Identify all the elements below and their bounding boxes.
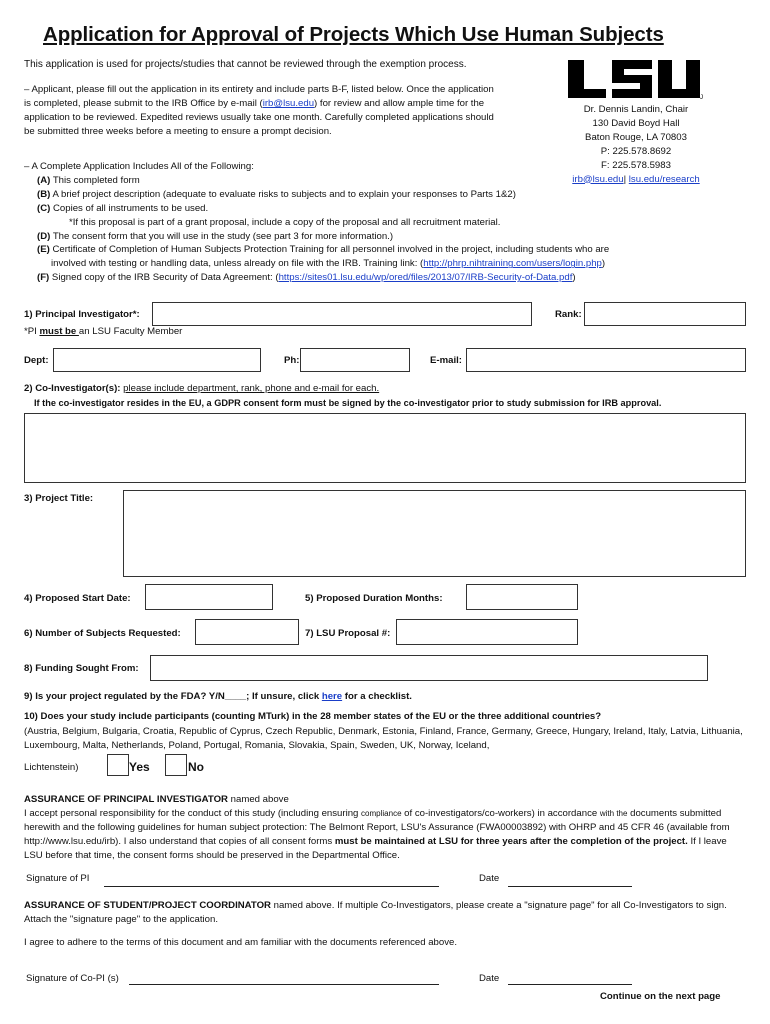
email-label: E-mail: <box>430 355 462 366</box>
assurance-pi-text: I accept personal responsibility for the conduct of this study (including ensuring compliance of co-investigators/co-workers) in accordance with the documents submitted herewith and the following guidelines for human subject protection: The Belmont Report, LSU's Assurance (FWA00003892) with OHRP and 45 CFR 46 (available from http://www.lsu.edu/irb). I also understand that copies of all consent forms must be maintained at LSU for three years after the completion of the project. If I leave LSU before that time, the consent forms should be preserved in the Departmental Office. <box>24 808 730 861</box>
requirement-e-cont: involved with testing or handling data, unless already on file with the IRB. Training link: (http://phrp.nihtraining.com/users/login.php) <box>51 258 606 270</box>
project-title-label: 3) Project Title: <box>24 493 94 504</box>
copi-signature-label: Signature of Co-PI (s) <box>26 973 119 984</box>
eu-countries: (Austria, Belgium, Bulgaria, Croatia, Republic of Cyprus, Czech Republic, Denmark, Estonia, Finland, France, Germany, Greece, Hungary, Ireland, Italy, Latvia, Lithuania, Luxembourg, Malta, Netherlands, Poland, Portugal, Romania, Slovakia, Spain, Sweden, UK, Norway, Iceland, <box>24 726 743 751</box>
eu-countries-last: Lichtenstein) <box>24 762 79 773</box>
assurance-pi-heading: ASSURANCE OF PRINCIPAL INVESTIGATOR named above <box>24 794 289 805</box>
copi-signature-line[interactable] <box>129 984 439 985</box>
proposal-input[interactable] <box>396 619 578 645</box>
contact-address1: 130 David Boyd Hall <box>592 117 680 129</box>
eu-yes-checkbox[interactable] <box>107 754 129 776</box>
lsu-logo <box>566 58 704 100</box>
intro-text: This application is used for projects/studies that cannot be reviewed through the exemption process. <box>24 59 467 70</box>
copi-date-line[interactable] <box>508 984 632 985</box>
rank-label: Rank: <box>555 309 582 320</box>
requirement-c-note: *If this proposal is part of a grant proposal, include a copy of the proposal and all recruitment material. <box>69 216 501 228</box>
pi-signature-label: Signature of PI <box>26 873 90 884</box>
proposal-label: 7) LSU Proposal #: <box>305 628 391 639</box>
contact-email-link[interactable]: irb@lsu.edu <box>572 173 624 185</box>
contact-phone: P: 225.578.8692 <box>600 145 672 157</box>
eu-no-label: No <box>188 760 204 774</box>
requirements-list <box>24 160 724 285</box>
start-date-label: 4) Proposed Start Date: <box>24 593 131 604</box>
assurance-student-text: ASSURANCE OF STUDENT/PROJECT COORDINATOR named above. If multiple Co-Investigators, please create a "signature page" for all Co-Investigators to sign. Attach the "signature page" to the application. <box>24 900 727 925</box>
subjects-label: 6) Number of Subjects Requested: <box>24 628 181 639</box>
logo-mark: J <box>700 95 703 100</box>
contact-address2: Baton Rouge, LA 70803 <box>585 131 687 143</box>
coinv-textarea[interactable] <box>24 413 746 483</box>
ph-label: Ph: <box>284 355 300 366</box>
requirement-e: (E) Certificate of Completion of Human Subjects Protection Training for all personnel involved in the project, including students who are <box>37 244 610 256</box>
funding-input[interactable] <box>150 655 708 681</box>
start-date-input[interactable] <box>145 584 273 610</box>
eu-no-checkbox[interactable] <box>165 754 187 776</box>
email-input[interactable] <box>466 348 746 372</box>
duration-input[interactable] <box>466 584 578 610</box>
requirements-heading: – A Complete Application Includes All of the Following: <box>24 161 254 172</box>
pi-date-label: Date <box>479 873 500 884</box>
project-title-input[interactable] <box>123 490 746 577</box>
page-title: Application for Approval of Projects Which Use Human Subjects <box>43 23 664 46</box>
contact-separator: | <box>623 173 627 185</box>
fda-checklist-link[interactable]: here <box>321 691 343 702</box>
agree-text: I agree to adhere to the terms of this document and am familiar with the documents referenced above. <box>24 937 458 948</box>
copi-date-label: Date <box>479 973 500 984</box>
eu-yes-label: Yes <box>129 760 150 774</box>
funding-label: 8) Funding Sought From: <box>24 663 139 674</box>
pi-signature-line[interactable] <box>104 886 439 887</box>
requirement-c: (C) Copies of all instruments to be used. <box>37 202 209 214</box>
fda-question: 9) Is your project regulated by the FDA? Y/N____; If unsure, click here for a checklist. <box>24 691 412 702</box>
contact-name: Dr. Dennis Landin, Chair <box>583 104 689 115</box>
pi-date-line[interactable] <box>508 886 632 887</box>
instructions-suffix: ) for review and allow ample time for the application to be reviewed. Expedited reviews usually take one month. Carefully completed applications should be submitted three weeks before a meeting to ensure a prompt decision. <box>24 97 494 137</box>
requirement-b: (B) A brief project description (adequate to evaluate risks to subjects and to explain your responses to Parts 1&2) <box>37 188 516 200</box>
instructions-prefix: – Applicant, please fill out the application in its entirety and include parts B-F, listed below. Once the application is completed, please submit to the IRB Office by e-mail ( <box>24 84 494 109</box>
continue-note: Continue on the next page <box>600 991 721 1002</box>
duration-label: 5) Proposed Duration Months: <box>305 593 443 604</box>
phone-input[interactable] <box>300 348 410 372</box>
subjects-input[interactable] <box>195 619 299 645</box>
training-link[interactable]: http://phrp.nihtraining.com/users/login.php <box>423 258 602 270</box>
coinv-label: 2) Co-Investigator(s): please include department, rank, phone and e-mail for each. <box>24 383 380 394</box>
requirement-f: (F) Signed copy of the IRB Security of Data Agreement: (https://sites01.lsu.edu/wp/ored/files/2013/07/IRB-Security-of-Data.pdf) <box>37 272 576 284</box>
dept-label: Dept: <box>24 355 49 366</box>
requirement-a: (A) This completed form <box>37 174 140 186</box>
contact-fax: F: 225.578.5983 <box>601 159 671 171</box>
pi-note: *PI must be an LSU Faculty Member <box>24 326 183 337</box>
requirement-d: (D) The consent form that you will use in the study (see part 3 for more information.) <box>37 230 394 242</box>
pi-input[interactable] <box>152 302 532 326</box>
dept-input[interactable] <box>53 348 261 372</box>
pi-label: 1) Principal Investigator*: <box>24 309 140 320</box>
contact-web-link[interactable]: lsu.edu/research <box>628 173 700 185</box>
coinv-eu-note: If the co-investigator resides in the EU, a GDPR consent form must be signed by the co-investigator prior to study submission for IRB approval. <box>34 398 662 408</box>
rank-input[interactable] <box>584 302 746 326</box>
instructions <box>24 83 494 139</box>
irb-email-link[interactable]: irb@lsu.edu <box>262 97 315 109</box>
security-agreement-link[interactable]: https://sites01.lsu.edu/wp/ored/files/2013/07/IRB-Security-of-Data.pdf <box>278 272 573 284</box>
eu-question: 10) Does your study include participants (counting MTurk) in the 28 member states of the EU or the three additional countries? <box>24 711 602 722</box>
